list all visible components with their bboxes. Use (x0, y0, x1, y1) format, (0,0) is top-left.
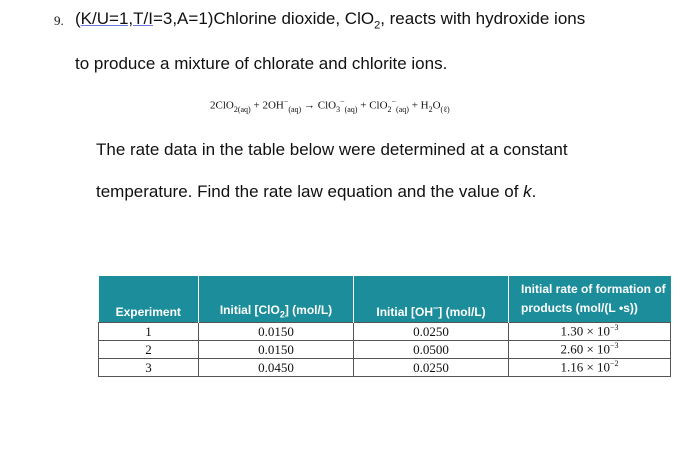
cell-clo2: 0.0450 (199, 359, 354, 377)
question-line-3: The rate data in the table below were determined at a constant (96, 140, 568, 159)
header-oh: Initial [OH−] (mol/L) (354, 276, 509, 323)
table-row (99, 323, 671, 341)
code-prefix: ( (75, 9, 81, 28)
table-row (99, 341, 671, 359)
cell-rate: $2.60 \times 10^{-3}$ (509, 341, 671, 359)
question-line-4: temperature. Find the rate law equation and the value of k. (96, 182, 537, 201)
line1-end: , reacts with hydroxide ions (380, 9, 586, 28)
cell-experiment: 2 (99, 341, 199, 359)
cell-oh: 0.0500 (354, 341, 509, 359)
reaction-arrow: → (301, 99, 318, 112)
cell-experiment: 3 (99, 359, 199, 377)
table-header-row (99, 276, 671, 323)
code-underlined: K/U=1,T/I (80, 9, 153, 28)
header-experiment: Experiment (99, 276, 199, 323)
k-variable: k (523, 182, 532, 201)
table-row (99, 359, 671, 377)
rate-data-table (98, 276, 671, 377)
question-number: 9. (54, 13, 64, 28)
cell-oh: 0.0250 (354, 359, 509, 377)
code-rest: =3,A=1)Chlorine dioxide, ClO (152, 9, 375, 28)
question-line-2: to produce a mixture of chlorate and chlorite ions. (75, 54, 448, 73)
cell-clo2: 0.0150 (199, 341, 354, 359)
cell-rate: $1.30 \times 10^{-3}$ (509, 323, 671, 341)
clo2-subscript: 2 (374, 19, 381, 32)
question-line-1 (75, 9, 585, 31)
header-rate: Initial rate of formation of products (mol/(L •s)) (509, 276, 671, 323)
cell-clo2: 0.0150 (199, 323, 354, 341)
header-clo2: Initial [ClO$_2$] (mol/L) (199, 276, 354, 323)
cell-rate: $1.16 \times 10^{-2}$ (509, 359, 671, 377)
cell-oh: 0.0250 (354, 323, 509, 341)
chemical-equation: $2ClO_{2(aq)} + 2OH^-_{(aq)} \to ClO_3^-_{(aq)} + ClO_2^-_{(aq)} + H_2O_{(\ell)}$ (210, 97, 450, 114)
cell-experiment: 1 (99, 323, 199, 341)
